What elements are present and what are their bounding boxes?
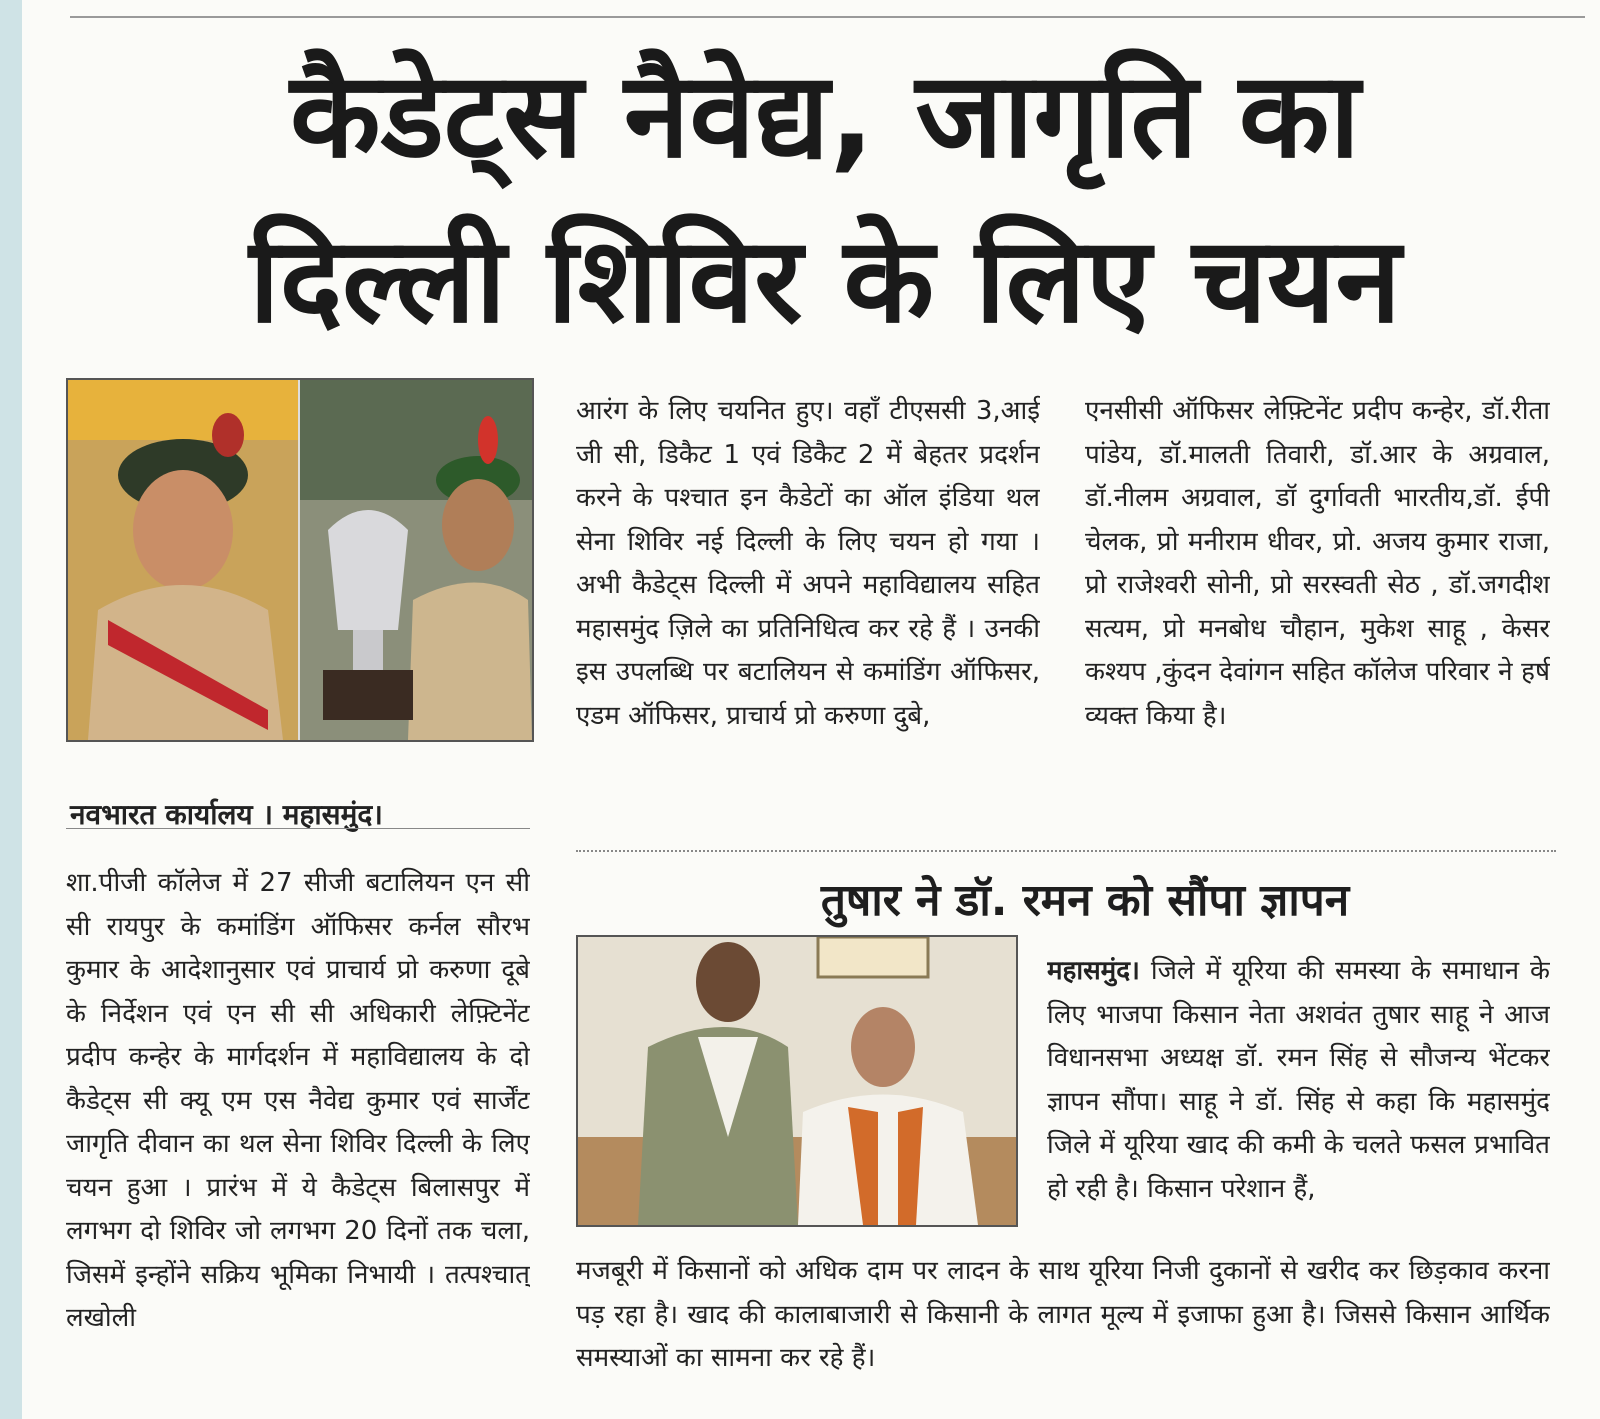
- cadets-photo-illustration: [68, 380, 532, 740]
- main-headline-line1: कैडेट्स नैवेद्य, जागृति का: [289, 46, 1361, 184]
- page-edge: [0, 0, 22, 1419]
- article2-bottom-text: मजबूरी में किसानों को अधिक दाम पर लादन के साथ यूरिया निजी दुकानों से खरीद कर छिड़काव करना पड़ रहा है। खाद की कालाबाजारी से किसानी के लागत मूल्य में इजाफा हुआ है। जिससे किसान आर्थिक समस्याओं का सामना कर रहे हैं।: [576, 1256, 1550, 1373]
- meeting-photo-illustration: [578, 937, 1016, 1225]
- cadets-photo: [66, 378, 534, 742]
- meeting-photo: [576, 935, 1018, 1227]
- article1-column3: एनसीसी ऑफिसर लेफ़्टिनेंट प्रदीप कन्हेर, डॉ.रीता पांडेय, डॉ.मालती तिवारी, डॉ.आर के अग्रवाल, डॉ.नीलम अग्रवाल, डॉ दुर्गावती भारतीय,डॉ. ईपी चेलक, प्रो मनीराम धीवर, प्रो. अजय कुमार राजा, प्रो राजेश्वरी सोनी, प्रो सरस्वती सेठ , डॉ.जगदीश सत्यम, प्रो मनबोध चौहान, मुकेश साहू , केसर कश्यप ,कुंदन देवांगन सहित कॉलेज परिवार ने हर्ष व्यक्त किया है।: [1085, 396, 1550, 731]
- section-divider: [576, 850, 1556, 852]
- dateline-rule: [66, 828, 530, 829]
- top-rule: [70, 16, 1585, 18]
- article2-headline: तुषार ने डॉ. रमन को सौंपा ज्ञापन: [820, 875, 1350, 926]
- article2-right-body: जिले में यूरिया की समस्या के समाधान के लिए भाजपा किसान नेता अशवंत तुषार साहू ने आज विधानसभा अध्यक्ष डॉ. रमन सिंह से सौजन्य भेंटकर ज्ञापन सौंपा। साहू ने डॉ. सिंह से कहा कि महासमुंद जिले में यूरिया खाद की कमी के चलते फसल प्रभावित हो रही है। किसान परेशान हैं,: [1047, 956, 1550, 1204]
- article2-right-text: [1047, 950, 1550, 1256]
- article1-column2: आरंग के लिए चयनित हुए। वहाँ टीएससी 3,आई जी सी, डिकैट 1 एवं डिकैट 2 में बेहतर प्रदर्शन करने के पश्चात इन कैडेटों का ऑल इंडिया थल सेना शिविर नई दिल्ली के लिए चयन हो गया । अभी कैडेट्स दिल्ली में अपने महाविद्यालय सहित महासमुंद ज़िले का प्रतिनिधित्व कर रहे हैं । उनकी इस उपलब्धि पर बटालियन से कमांडिंग ऑफिसर, एडम ऑफिसर, प्राचार्य प्रो करुणा दुबे,: [576, 396, 1040, 731]
- dateline: नवभारत कार्यालय । महासमुंद।: [70, 798, 383, 831]
- article2-dateline: महासमुंद।: [1047, 956, 1140, 986]
- article1-column1: शा.पीजी कॉलेज में 27 सीजी बटालियन एन सी सी रायपुर के कमांडिंग ऑफिसर कर्नल सौरभ कुमार के आदेशानुसार एवं प्राचार्य प्रो करुणा दूबे के निर्देशन एवं एन सी सी अधिकारी लेफ़्टिनेंट प्रदीप कन्हेर के मार्गदर्शन में महाविद्यालय के दो कैडेट्स सी क्यू एम एस नैवेद्य कुमार एवं सार्जेंट जागृति दीवान का थल सेना शिविर दिल्ली के लिए चयन हुआ । प्रारंभ में ये कैडेट्स बिलासपुर में लगभग दो शिविर जो लगभग 20 दिनों तक चला, जिसमें इन्होंने सक्रिय भूमिका निभायी । तत्पश्चात् लखोली: [66, 868, 530, 1333]
- main-headline-line2: दिल्ली शिविर के लिए चयन: [249, 211, 1401, 349]
